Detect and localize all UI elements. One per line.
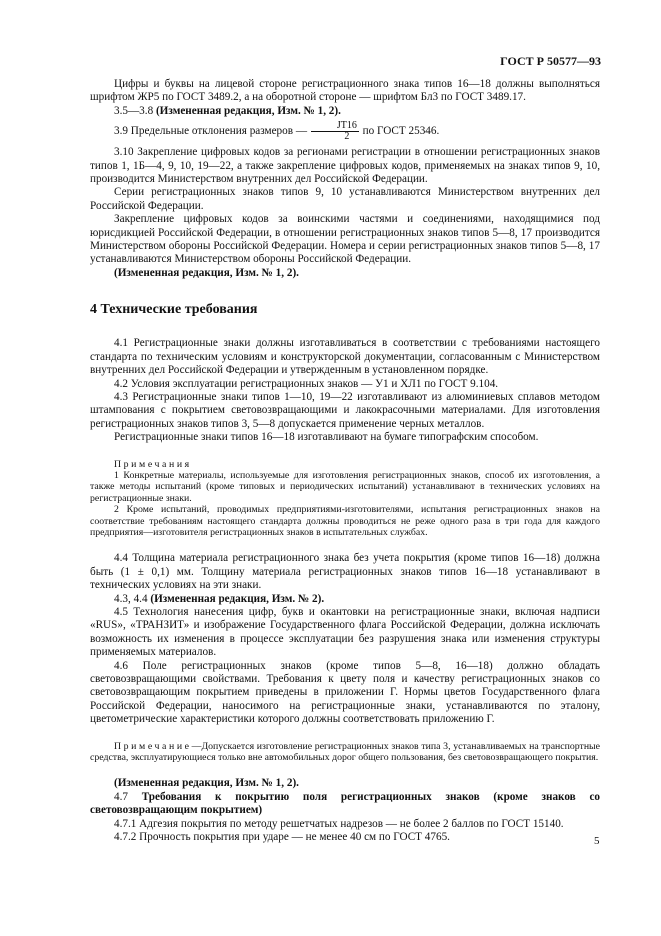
paragraph-4-5: 4.5 Технология нанесения цифр, букв и окантовки на регистрационные знаки, включая надписи «RUS», «ТРАНЗИТ» и изображение Государственного флага Российской Федерации, должна исключать возможность их изменения в процессе эксплуатации без разрушения знака или изменения структуры применяемых материалов.	[90, 606, 600, 659]
amendment-note: (Измененная редакция, Изм. № 1, 2).	[114, 777, 299, 790]
paragraph-4-7-1: 4.7.1 Адгезия покрытия по методу решетчатых надрезов — не более 2 баллов по ГОСТ 15140.	[114, 817, 564, 830]
paragraph-4-3-4-amendment	[90, 593, 600, 606]
amendment-note: (Измененная редакция, Изм. № 1, 2).	[114, 266, 299, 279]
paragraph-4-2: 4.2 Условия эксплуатации регистрационных знаков — У1 и ХЛ1 по ГОСТ 9.104.	[114, 377, 499, 390]
clause-heading: Требования к покрытию поля регистрационных знаков (кроме знаков со световозвращающим покрытием)	[90, 790, 601, 817]
note-1: 1 Конкретные материалы, используемые для изготовления регистрационных знаков, способ их изготовления, а также методы испытаний (кроме типовых и периодических испытаний) устанавливают в технических условиях на регистрационные знаки.	[90, 469, 600, 504]
paragraph-4-6: 4.6 Поле регистрационных знаков (кроме типов 5—8, 16—18) должно обладать световозвращающими свойствами. Требования к цвету поля и качеству регистрационных знаков со световозвращающим покрытием приведены в приложении Г. Нормы цветов Государственного флага Российской Федерации, наносимого на регистрационные знаки, устанавливаются по эталону, цветометрические характеристики которого должны соответствовать приложению Г.	[90, 659, 600, 726]
section-title: 4 Технические требования	[90, 302, 258, 318]
paragraph-4-3: 4.3 Регистрационные знаки типов 1—10, 19—22 изготавливают из алюминиевых сплавов методом штампования с покрытием световозвращающими и лакокрасочными материалами. Для изготовления регистрационных знаков типов 3, 5—8 допускается применение черных металлов.	[90, 390, 600, 430]
fraction-denominator: 2	[344, 131, 350, 143]
clause-text-end: по ГОСТ 25346.	[359, 125, 440, 138]
paragraph-3-9	[90, 121, 600, 142]
paragraph-3-10: 3.10 Закрепление цифровых кодов за регионами регистрации в отношении регистрационных знаков типов 1, 1Б—4, 9, 10, 19—22, а также закрепление цифровых кодов, применяемых на знаках типов 9, 10, производится Министерством внутренних дел Российской Федерации.	[90, 146, 600, 186]
note-label: Примечание	[114, 740, 192, 752]
paragraph-3-4-font: Цифры и буквы на лицевой стороне регистрационного знака типов 16—18 должны выполняться шрифтом ЖР5 по ГОСТ 3489.2, а на оборотной стороне — шрифтом Бл3 по ГОСТ 3489.17.	[90, 78, 600, 104]
note-text: —Допускается изготовление регистрационных знаков типа 3, устанавливаемых на транспортные средства, эксплуатирующиеся только вне автомобильных дорог общего пользования, без световозвращающего покрытия.	[90, 740, 600, 764]
note-2: 2 Кроме испытаний, проводимых предприятиями-изготовителями, испытания регистрационных знаков на соответствие требованиям настоящего стандарта должны проводиться не реже одного раза в три года для каждого предприятия—изготовителя регистрационных знаков в испытательных службах.	[90, 504, 600, 538]
clause-ref: 4.3, 4.4	[114, 592, 151, 605]
tolerance-fraction	[311, 121, 359, 142]
clause-ref: 3.5—3.8	[114, 104, 156, 117]
amendment-note: (Измененная редакция, Изм. № 1, 2).	[155, 104, 341, 117]
paragraph-4-7	[90, 791, 600, 818]
paragraph-4-4: 4.4 Толщина материала регистрационного знака без учета покрытия (кроме типов 16—18) должна быть (1 ± 0,1) мм. Толщину материала регистрационных знаков типов 16—18 устанавливают в технических условиях на эти знаки.	[90, 552, 600, 592]
amendment-note: (Измененная редакция, Изм. № 2).	[150, 592, 325, 605]
page-number: 5	[594, 835, 600, 847]
paragraph-series: Серии регистрационных знаков типов 9, 10 устанавливаются Министерством внутренних дел Российской Федерации.	[90, 186, 600, 212]
page-content	[90, 78, 600, 845]
clause-text: 3.9 Предельные отклонения размеров —	[114, 125, 310, 138]
paragraph-military: Закрепление цифровых кодов за воинскими частями и соединениями, находящимися под юрисдикцией Российской Федерации, в отношении регистрационных знаков типов 5—8, 17 производится Министерством обороны Российской Федерации. Номера и серии регистрационных знаков типов 5—8, 17 устанавливаются Министерством обороны Российской Федерации.	[90, 213, 600, 266]
paragraph-4-1: 4.1 Регистрационные знаки должны изготавливаться в соответствии с требованиями настоящего стандарта по техническим условиям и конструкторской документации, согласованным с Министерством внутренних дел Российской Федерации и утвержденным в установленном порядке.	[90, 337, 600, 377]
paragraph-3-5-3-8	[90, 105, 600, 118]
document-header: ГОСТ Р 50577—93	[500, 54, 601, 68]
paragraph-4-3-paper: Регистрационные знаки типов 16—18 изготавливают на бумаге типографским способом.	[114, 431, 539, 444]
note-3	[90, 741, 600, 764]
clause-ref: 4.7	[114, 790, 142, 803]
paragraph-4-7-2: 4.7.2 Прочность покрытия при ударе — не менее 40 см по ГОСТ 4765.	[114, 831, 450, 844]
fraction-numerator: JT16	[311, 121, 359, 132]
notes-title: Примечания	[114, 458, 192, 470]
